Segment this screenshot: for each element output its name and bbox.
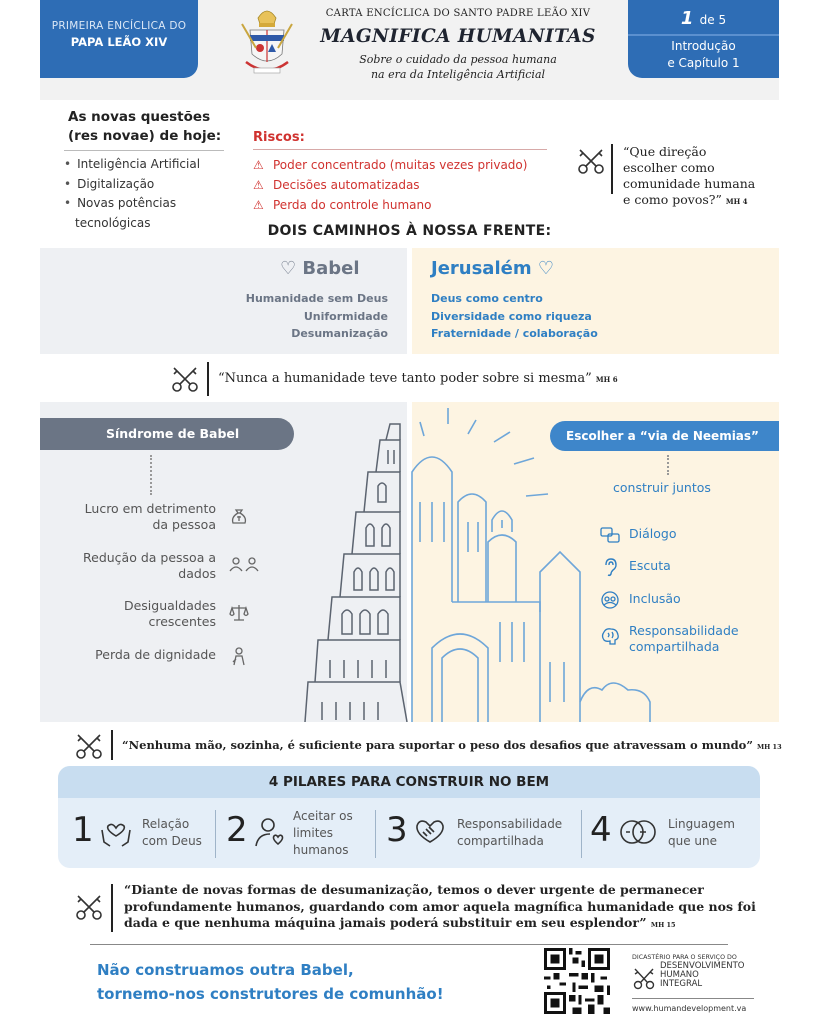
item-line1: Lucro em detrimento <box>84 501 216 516</box>
risk-item <box>253 178 420 192</box>
encyclical-subtitle <box>300 52 616 82</box>
pillar-label <box>142 816 202 850</box>
pillar-number: 2 <box>226 810 248 850</box>
footer-divider <box>90 944 728 945</box>
item-line2: da pessoa <box>152 517 216 532</box>
subtitle-line2: na era da Inteligência Artificial <box>370 68 546 81</box>
pillar-divider <box>581 810 582 858</box>
quote-reference: MH 4 <box>725 197 748 206</box>
pillar-line1: Linguagem <box>668 817 735 831</box>
item-line1: Perda de dignidade <box>95 647 216 662</box>
pillar-line2: que une <box>668 834 718 848</box>
new-questions-title <box>68 108 221 146</box>
page-number: 1 <box>680 8 694 29</box>
cta-line1: Não construamos outra Babel, <box>97 961 354 979</box>
quote-line: dada e que nenhuma máquina jamais poderá substituir em seu esplendor” <box>124 915 647 930</box>
quote-bar <box>207 362 209 396</box>
pillar-line2: com Deus <box>142 834 202 848</box>
item-line1: Responsabilidade <box>629 623 739 638</box>
divider <box>253 149 547 150</box>
nehemiah-item <box>629 623 739 655</box>
page-total: de 5 <box>699 13 727 27</box>
quote-reference: MH 13 <box>756 743 782 751</box>
babel-syndrome-item <box>56 550 216 582</box>
item-line2: dados <box>178 566 216 581</box>
risk-label: Poder concentrado (muitas vezes privado) <box>273 158 528 172</box>
section-label <box>628 38 779 72</box>
new-questions-list <box>64 155 244 233</box>
person-sad-icon <box>228 645 250 667</box>
first-encyclical-badge <box>40 0 198 78</box>
pillar-divider <box>375 810 376 858</box>
babel-syndrome-item <box>56 501 216 533</box>
quote-line: escolher como <box>623 160 715 175</box>
quote-line: comunidade humana <box>623 176 756 191</box>
website-link[interactable]: www.humandevelopment.va <box>632 1004 747 1013</box>
item-line2: crescentes <box>148 614 216 629</box>
babel-syndrome-item <box>56 647 216 663</box>
pillar-divider <box>215 810 216 858</box>
nehemiah-item: Escuta <box>629 558 671 573</box>
inclusion-icon <box>600 590 620 610</box>
people-icon <box>228 553 262 575</box>
dicastery-line3: HUMANO <box>660 970 699 980</box>
nehemiah-item: Diálogo <box>629 526 677 541</box>
pillar-number: 3 <box>386 810 408 850</box>
babel-syndrome-title: Síndrome de Babel <box>40 418 294 450</box>
babel-list <box>210 290 388 343</box>
list-item: Uniformidade <box>303 309 388 323</box>
dicastery-name <box>632 954 762 989</box>
dicastery-line2: DESENVOLVIMENTO <box>660 961 745 971</box>
pillar-line1: Relação <box>142 817 190 831</box>
build-together-label: construir juntos <box>613 480 711 495</box>
pillar-number: 4 <box>590 810 612 850</box>
footer-call-to-action <box>97 958 444 1006</box>
list-item: Desumanização <box>291 327 388 340</box>
dicastery-line1: DICASTÉRIO PARA O SERVIÇO DO <box>632 954 737 961</box>
nehemiah-way-title: Escolher a “via de Neemias” <box>550 421 779 451</box>
babel-heading <box>280 258 360 279</box>
section-line1: Introdução <box>671 39 736 53</box>
quote-bar <box>611 144 613 194</box>
list-item: Fraternidade / colaboração <box>431 327 598 340</box>
pillar-label <box>457 816 562 850</box>
subtitle-line1: Sobre o cuidado da pessoa humana <box>359 53 557 66</box>
quote-reference: MH 6 <box>595 375 618 384</box>
quote-line-last <box>124 915 764 934</box>
list-item: • Novas potências <box>64 194 244 214</box>
divider <box>64 150 224 151</box>
brain-icon <box>600 626 620 646</box>
heart-icon: ♡ <box>537 258 555 279</box>
encyclical-supertitle: CARTA ENCÍCLICA DO SANTO PADRE LEÃO XIV <box>325 8 591 19</box>
quote-bar <box>111 884 113 932</box>
risk-item <box>253 198 431 212</box>
dotted-connector <box>667 455 669 475</box>
pillar-line2: limites <box>293 826 334 840</box>
item-line1: Desigualdades <box>123 598 216 613</box>
crossed-keys-icon <box>74 892 104 922</box>
dotted-connector <box>150 455 152 495</box>
quote-reference: MH 15 <box>650 921 676 929</box>
pillar-label <box>668 816 735 850</box>
list-item: Deus como centro <box>431 292 543 305</box>
two-paths-heading: DOIS CAMINHOS À NOSSA FRENTE: <box>267 223 552 239</box>
quote-line-last <box>623 192 773 210</box>
dialogue-icon <box>600 525 620 545</box>
warning-icon: ⚠ <box>253 178 264 192</box>
quote-line: “Diante de novas formas de desumanização, temos o dever urgente de permanecer <box>124 882 704 897</box>
quote-line: “Que direção <box>623 144 707 159</box>
quote-text: “Nenhuma mão, sozinha, é suficiente para suportar o peso dos desafios que atravessam o mundo” <box>122 738 753 752</box>
list-item: Humanidade sem Deus <box>245 292 388 305</box>
quote-dehumanization <box>124 882 764 934</box>
risk-label: Perda do controle humano <box>273 198 432 212</box>
page-indicator <box>628 0 779 78</box>
jerusalem-list <box>431 290 691 343</box>
list-item: • Digitalização <box>64 175 244 195</box>
list-item: Diversidade como riqueza <box>431 309 592 323</box>
broken-heart-icon: ♡ <box>280 258 297 279</box>
risk-item <box>253 158 527 172</box>
divider <box>632 998 754 999</box>
pillar-number: 1 <box>72 810 94 850</box>
section-line2: e Capítulo 1 <box>667 56 740 70</box>
item-line2: compartilhada <box>629 639 720 654</box>
jerusalem-heading <box>431 258 554 279</box>
quote-direction <box>623 144 773 210</box>
handshake-heart-icon <box>412 814 448 850</box>
risk-label: Decisões automatizadas <box>273 178 420 192</box>
crossed-keys-icon <box>576 146 606 176</box>
badge-line1: PRIMEIRA ENCÍCLICA DO <box>51 20 187 32</box>
quote-no-hand-alone <box>122 738 782 752</box>
crossed-keys-icon <box>74 731 104 761</box>
money-bag-icon <box>228 505 250 527</box>
nehemiah-item: Inclusão <box>629 591 681 606</box>
new-questions-title-line1: As novas questões <box>68 109 211 125</box>
person-heart-icon <box>252 814 288 850</box>
qr-code-icon[interactable] <box>544 948 610 1014</box>
quote-line: e como povos?” <box>623 192 722 207</box>
pillars-title: 4 PILARES PARA CONSTRUIR NO BEM <box>58 766 760 798</box>
warning-icon: ⚠ <box>253 198 264 212</box>
pillar-label <box>293 808 353 859</box>
jerusalem-title: Jerusalém <box>431 258 532 279</box>
badge-line2: PAPA LEÃO XIV <box>70 35 168 49</box>
pillar-line2: compartilhada <box>457 834 544 848</box>
quote-bar <box>111 730 113 760</box>
pillar-line1: Aceitar os <box>293 809 353 823</box>
babel-title: Babel <box>302 258 360 279</box>
scales-icon <box>228 602 250 624</box>
speech-bubbles-icon <box>616 814 660 850</box>
babel-syndrome-item <box>56 598 216 630</box>
quote-line: profundamente humanos, guardando com amor aquela magnífica humanidade que nos foi <box>124 898 756 914</box>
page-number-row <box>628 8 779 34</box>
ear-icon <box>600 557 620 577</box>
list-item: • Inteligência Artificial <box>64 155 244 175</box>
pillar-line1: Responsabilidade <box>457 817 563 831</box>
dicastery-line4: INTEGRAL <box>660 979 703 989</box>
encyclical-title: MAGNIFICA HUMANITAS <box>320 26 596 47</box>
page-indicator-divider <box>628 34 779 36</box>
hands-heart-icon <box>98 814 134 850</box>
new-questions-title-line2: (res novae) de hoje: <box>68 128 222 144</box>
cta-line2: tornemo-nos construtores de comunhão! <box>97 985 444 1003</box>
pillar-line3: humanos <box>293 843 349 857</box>
crossed-keys-icon <box>170 364 200 394</box>
warning-icon: ⚠ <box>253 158 264 172</box>
quote-text: “Nunca a humanidade teve tanto poder sobre si mesma” <box>218 371 592 386</box>
list-item: tecnológicas <box>75 215 151 230</box>
quote-power <box>218 371 618 386</box>
papal-coat-of-arms-icon <box>236 4 298 82</box>
item-line1: Redução da pessoa a <box>83 550 216 565</box>
risks-title: Riscos: <box>253 130 305 145</box>
